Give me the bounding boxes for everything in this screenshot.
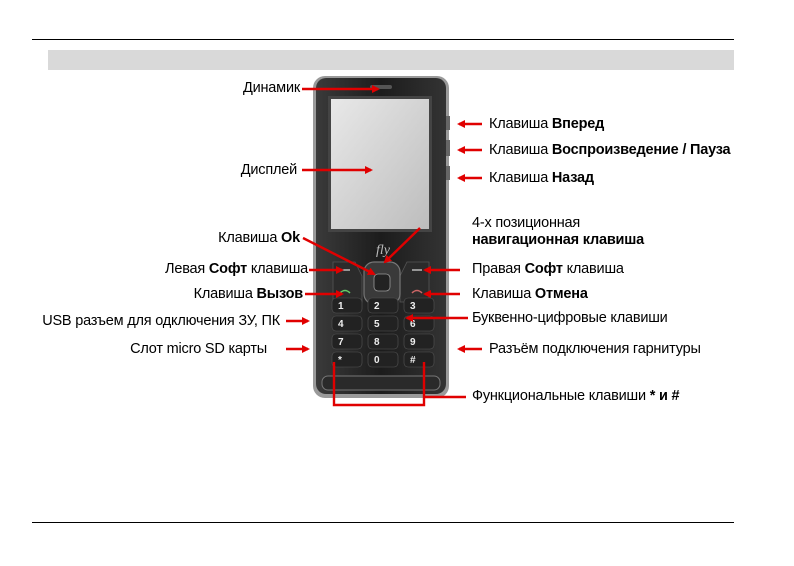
label-function-keys: Функциональные клавиши * и # <box>472 388 680 404</box>
key-0-label: 1 <box>338 301 344 312</box>
key-3-bg <box>332 316 362 331</box>
key-7-label: 8 <box>374 337 380 348</box>
label-alnum-keys: Буквенно-цифровые клавиши <box>472 310 668 326</box>
label-headset-jack: Разъём подключения гарнитуры <box>489 341 701 357</box>
label-usb-port: USB разъем для одключения ЗУ, ПК <box>42 313 280 329</box>
key-11-label: # <box>410 355 416 366</box>
label-right-soft-key: Правая Софт клавиша <box>472 261 624 277</box>
key-7-bg <box>368 334 398 349</box>
label-forward-key: Клавиша Вперед <box>489 116 605 132</box>
label-nav-key: 4-х позиционная навигационная клавиша <box>472 215 644 248</box>
screen <box>328 96 432 232</box>
label-sd-slot: Слот micro SD карты <box>130 341 267 357</box>
key-8-label: 9 <box>410 337 416 348</box>
key-11-bg <box>404 352 434 367</box>
key-9-label: * <box>338 355 342 366</box>
key-2-bg <box>404 298 434 313</box>
label-speaker: Динамик <box>242 80 300 96</box>
key-1-bg <box>368 298 398 313</box>
key-0-bg <box>332 298 362 313</box>
label-cancel-key: Клавиша Отмена <box>472 286 588 302</box>
key-3-label: 4 <box>338 319 344 330</box>
key-10-bg <box>368 352 398 367</box>
key-4-label: 5 <box>374 319 380 330</box>
label-back-key: Клавиша Назад <box>489 170 594 186</box>
brand-logo: fly <box>376 243 390 258</box>
key-5-label: 6 <box>410 319 416 330</box>
key-9-bg <box>332 352 362 367</box>
key-1-label: 2 <box>374 301 380 312</box>
key-10-label: 0 <box>374 355 380 366</box>
label-display: Дисплей <box>240 162 297 178</box>
key-6-bg <box>332 334 362 349</box>
label-left-soft-key: Левая Софт клавиша <box>165 261 308 277</box>
key-2-label: 3 <box>410 301 416 312</box>
label-ok-key: Клавиша Ok <box>218 230 300 246</box>
side-keys <box>446 116 450 180</box>
label-play-pause-key: Клавиша Воспроизведение / Пауза <box>489 142 731 158</box>
key-4-bg <box>368 316 398 331</box>
label-call-key: Клавиша Вызов <box>193 286 303 302</box>
key-8-bg <box>404 334 434 349</box>
key-6-label: 7 <box>338 337 344 348</box>
